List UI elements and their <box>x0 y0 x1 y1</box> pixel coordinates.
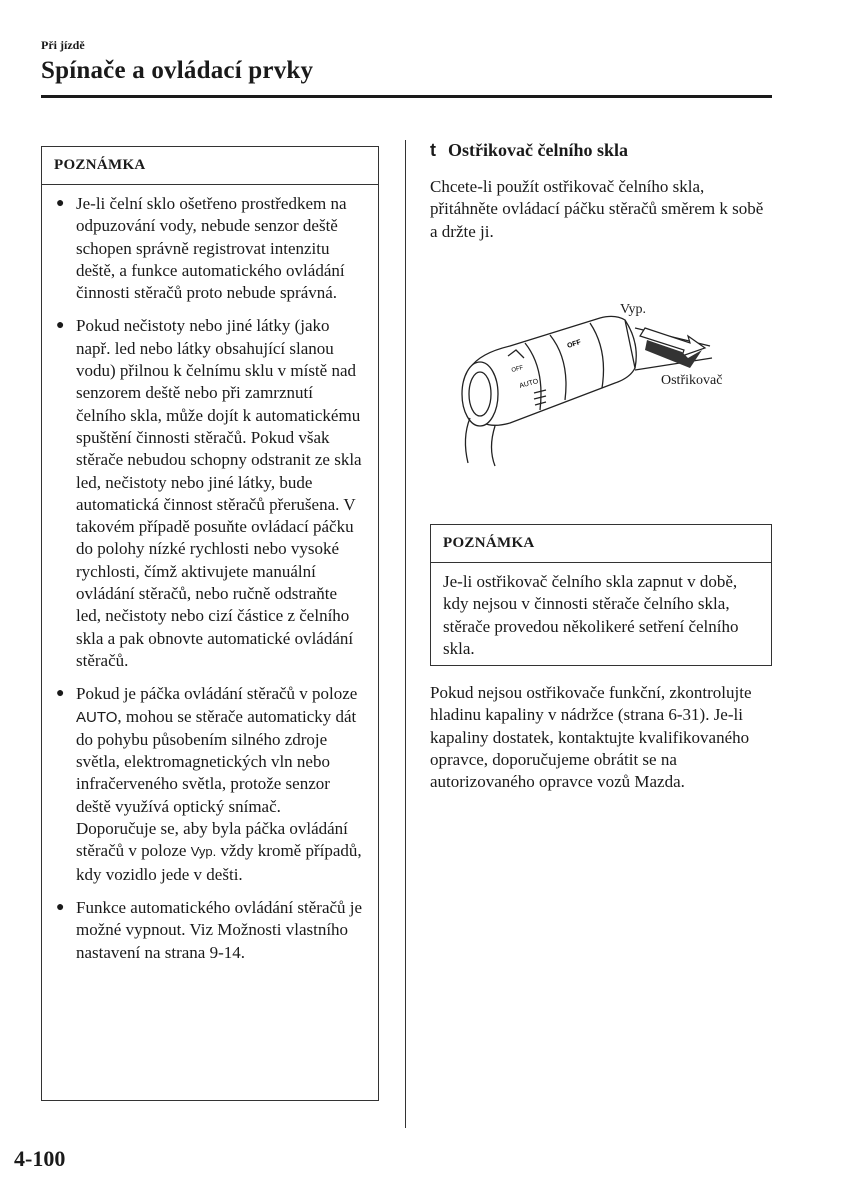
page-title: Spínače a ovládací prvky <box>41 57 314 84</box>
title-rule <box>41 95 772 98</box>
list-item-text-c: vždy kromě případů, kdy vozidlo jede v dešti. <box>76 841 362 884</box>
list-item <box>56 683 364 886</box>
list-item-text: Pokud nečistoty nebo jiné látky (jako např. led nebo látky obsahující slanou vodu) přilnou k čelnímu sklu v místě nad senzorem deště nebo při zamrznutí čelního skla, může dojít k automatickému spuštění činnosti stěračů. Pokud však stěrače nebudou schopny odstranit ze skla led, nečistoty nebo jiné látky, bude automatická činnost stěračů přerušena. V takovém případě posuňte ovládací páčku do polohy nízké rychlosti nebo vysoké rychlosti, čímž aktivujete manuální ovládání stěračů, nebo ručně odstraňte led, nečistoty nebo cizí částice z čelního skla a pak obnovte automatické ovládání stěračů. <box>76 316 362 670</box>
list-item <box>56 897 364 964</box>
list-item-text-a: Pokud je páčka ovládání stěračů v poloze <box>76 684 358 704</box>
note-list <box>42 185 378 964</box>
intro-paragraph: Chcete-li použít ostřikovač čelního skla, přitáhněte ovládací páčku stěračů směrem k sobě a držte ji. <box>430 177 764 241</box>
list-item-text-b: , mohou se stěrače automaticky dát do pohybu působením silného zdroje světla, elektromagnetických vln nebo infračerveného světla, protože senzor deště využívá optický snímač. Doporučuje se, aby byla páčka ovládání stěračů v poloze <box>76 706 357 861</box>
list-item <box>56 193 364 304</box>
right-note-box <box>430 524 772 666</box>
list-item <box>56 315 364 672</box>
section-marker: t <box>430 140 436 160</box>
page-number: 4-100 <box>14 1146 66 1171</box>
lever-label-off: OFF <box>566 338 582 350</box>
lever-label-off-2: OFF <box>510 365 525 374</box>
figure-label-washer: Ostřikovač <box>661 373 723 388</box>
list-item-text: Je-li čelní sklo ošetřeno prostředkem na odpuzování vody, nebude senzor deště schopen správně registrovat intenzitu deště, a funkce automatického ovládání činnosti stěračů proto nebude správná. <box>76 194 347 303</box>
left-note-box <box>41 146 379 1101</box>
subheading <box>430 140 628 161</box>
section-label: Při jízdě <box>41 38 85 52</box>
bullet-icon: ● <box>56 196 65 211</box>
list-item-text: Funkce automatického ovládání stěračů je možné vypnout. Viz Možnosti vlastního nastavení na strana 9-14. <box>76 897 363 962</box>
column-divider <box>405 140 406 1128</box>
note-body: Je-li ostřikovač čelního skla zapnut v době, kdy nejsou v činnosti stěrače čelního skla, stěrače provedou několikeré setření čelního skla. <box>443 572 739 658</box>
vyp-label: Vyp. <box>190 844 217 860</box>
lever-label-auto: AUTO <box>518 378 540 390</box>
note-heading: POZNÁMKA <box>42 147 378 185</box>
outro-paragraph: Pokud nejsou ostřikovače funkční, zkontrolujte hladinu kapaliny v nádržce (strana 6-31). Je-li kapaliny dostatek, kontaktujte kvalifikovaného opravce, doporučujeme obrátit se na autorizovaného opravce vozů Mazda. <box>430 683 752 792</box>
note-heading: POZNÁMKA <box>431 525 771 563</box>
auto-label: AUTO <box>76 708 118 726</box>
subheading-text: Ostřikovač čelního skla <box>448 140 629 160</box>
figure-label-off: Vyp. <box>620 302 647 317</box>
bullet-icon: ● <box>56 899 65 915</box>
bullet-icon: ● <box>56 686 65 702</box>
bullet-icon: ● <box>56 318 65 334</box>
